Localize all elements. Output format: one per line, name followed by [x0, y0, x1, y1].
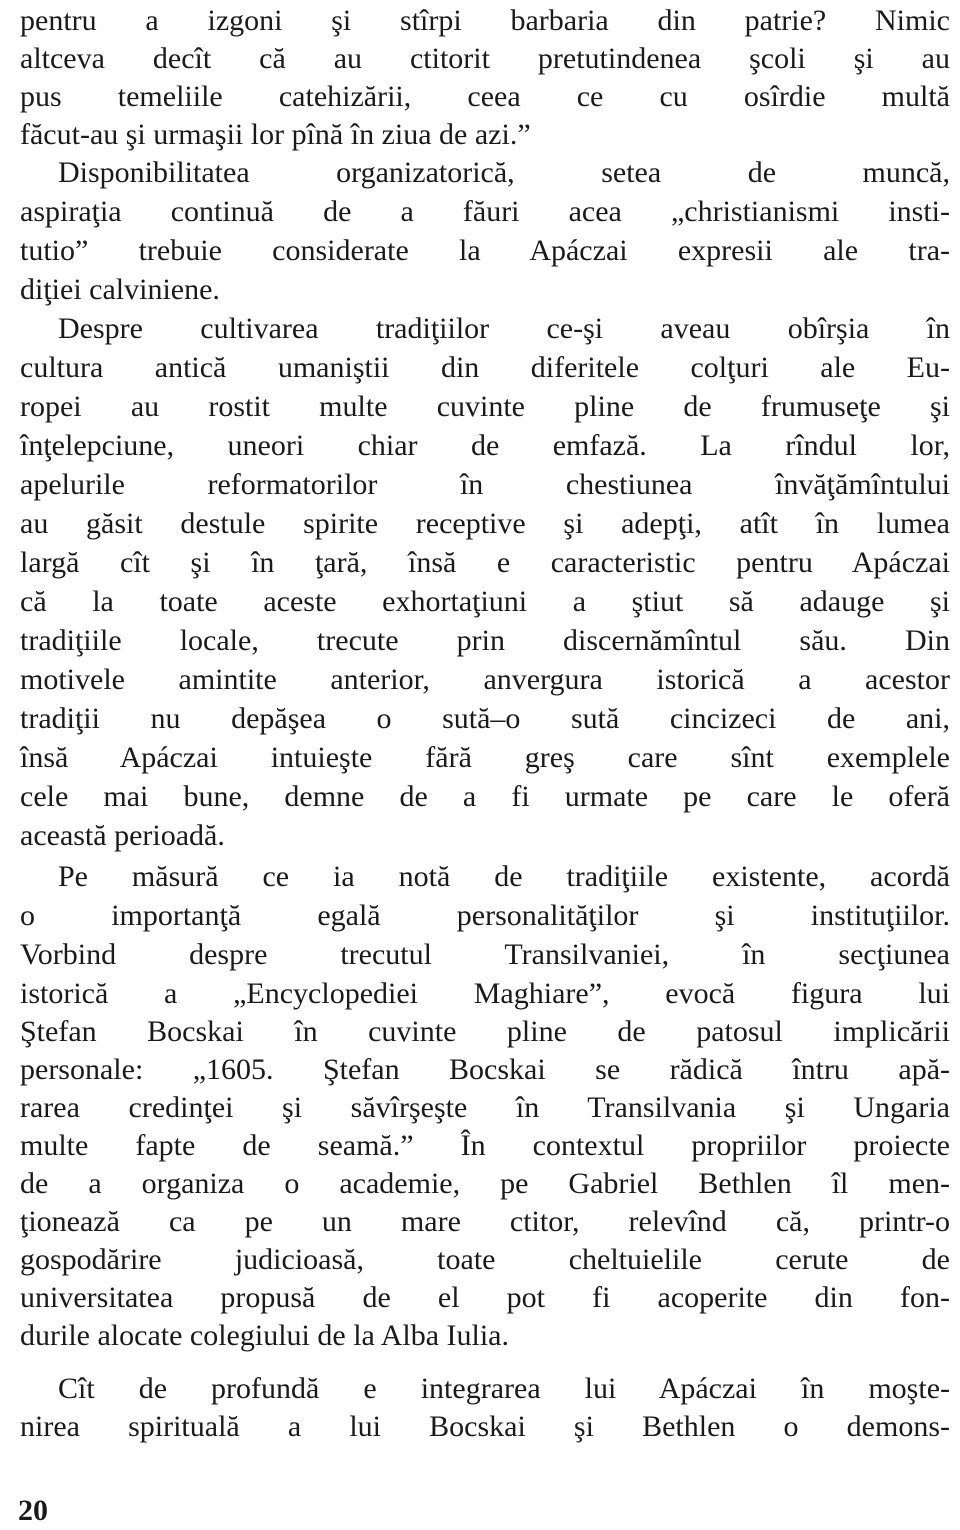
- text-line-30: multe fapte de seamă.” În contextul propriilor proiecte: [20, 1129, 950, 1162]
- text-line-32: ţionează ca pe un mare ctitor, relevînd că, printr-o: [20, 1205, 950, 1238]
- text-line-24: o importanţă egală personalităţilor şi instituţiilor.: [20, 899, 950, 932]
- text-line-26: istorică a „Encyclopediei Maghiare”, evocă figura lui: [20, 977, 950, 1010]
- text-line-22: această perioadă.: [20, 819, 225, 852]
- text-line-15: largă cît şi în ţară, însă e caracteristic pentru Apáczai: [20, 546, 950, 579]
- text-line-3: pus temeliile catehizării, ceea ce cu osîrdie multă: [20, 80, 950, 113]
- text-line-37: nirea spirituală a lui Bocskai şi Bethlen o demons-: [20, 1410, 950, 1443]
- text-line-14: au găsit destule spirite receptive şi adepţi, atît în lumea: [20, 507, 950, 540]
- text-line-34: universitatea propusă de el pot fi acoperite din fon-: [20, 1281, 950, 1314]
- text-line-5: Disponibilitatea organizatorică, setea de muncă,: [58, 156, 950, 189]
- text-line-1: pentru a izgoni şi stîrpi barbaria din patrie? Nimic: [20, 4, 950, 37]
- text-line-13: apelurile reformatorilor în chestiunea învăţămîntului: [20, 468, 950, 501]
- text-line-23: Pe măsură ce ia notă de tradiţiile existente, acordă: [58, 860, 950, 893]
- text-line-35: durile alocate colegiului de la Alba Iulia.: [20, 1319, 509, 1352]
- page-number: 20: [18, 1494, 48, 1527]
- text-line-20: însă Apáczai intuieşte fără greş care sînt exemplele: [20, 741, 950, 774]
- text-line-7: tutio” trebuie considerate la Apáczai expresii ale tra-: [20, 234, 950, 267]
- text-line-31: de a organiza o academie, pe Gabriel Bethlen îl men-: [20, 1167, 950, 1200]
- text-line-33: gospodărire judicioasă, toate cheltuielile cerute de: [20, 1243, 950, 1276]
- text-line-9: Despre cultivarea tradiţiilor ce-şi aveau obîrşia în: [58, 312, 950, 345]
- text-line-6: aspiraţia continuă de a făuri acea „christianismi insti-: [20, 195, 950, 228]
- text-line-2: altceva decît că au ctitorit pretutindenea şcoli şi au: [20, 42, 950, 75]
- text-line-16: că la toate aceste exhortaţiuni a ştiut să adauge şi: [20, 585, 950, 618]
- text-line-19: tradiţii nu depăşea o sută–o sută cincizeci de ani,: [20, 702, 950, 735]
- text-line-21: cele mai bune, demne de a fi urmate pe care le oferă: [20, 780, 950, 813]
- text-line-4: făcut-au şi urmaşii lor pînă în ziua de azi.”: [20, 118, 531, 151]
- text-line-8: diţiei calviniene.: [20, 273, 220, 306]
- text-line-27: Ştefan Bocskai în cuvinte pline de patosul implicării: [20, 1015, 950, 1048]
- text-line-11: ropei au rostit multe cuvinte pline de frumuseţe şi: [20, 390, 950, 423]
- text-line-18: motivele amintite anterior, anvergura istorică a acestor: [20, 663, 950, 696]
- text-line-28: personale: „1605. Ştefan Bocskai se rădică întru apă-: [20, 1053, 950, 1086]
- text-line-10: cultura antică umaniştii din diferitele colţuri ale Eu-: [20, 351, 950, 384]
- text-line-12: înţelepciune, uneori chiar de emfază. La rîndul lor,: [20, 429, 950, 462]
- text-line-17: tradiţiile locale, trecute prin discernămîntul său. Din: [20, 624, 950, 657]
- text-line-25: Vorbind despre trecutul Transilvaniei, în secţiunea: [20, 938, 950, 971]
- text-line-36: Cît de profundă e integrarea lui Apáczai în moşte-: [58, 1372, 950, 1405]
- text-line-29: rarea credinţei şi săvîrşeşte în Transilvania şi Ungaria: [20, 1091, 950, 1124]
